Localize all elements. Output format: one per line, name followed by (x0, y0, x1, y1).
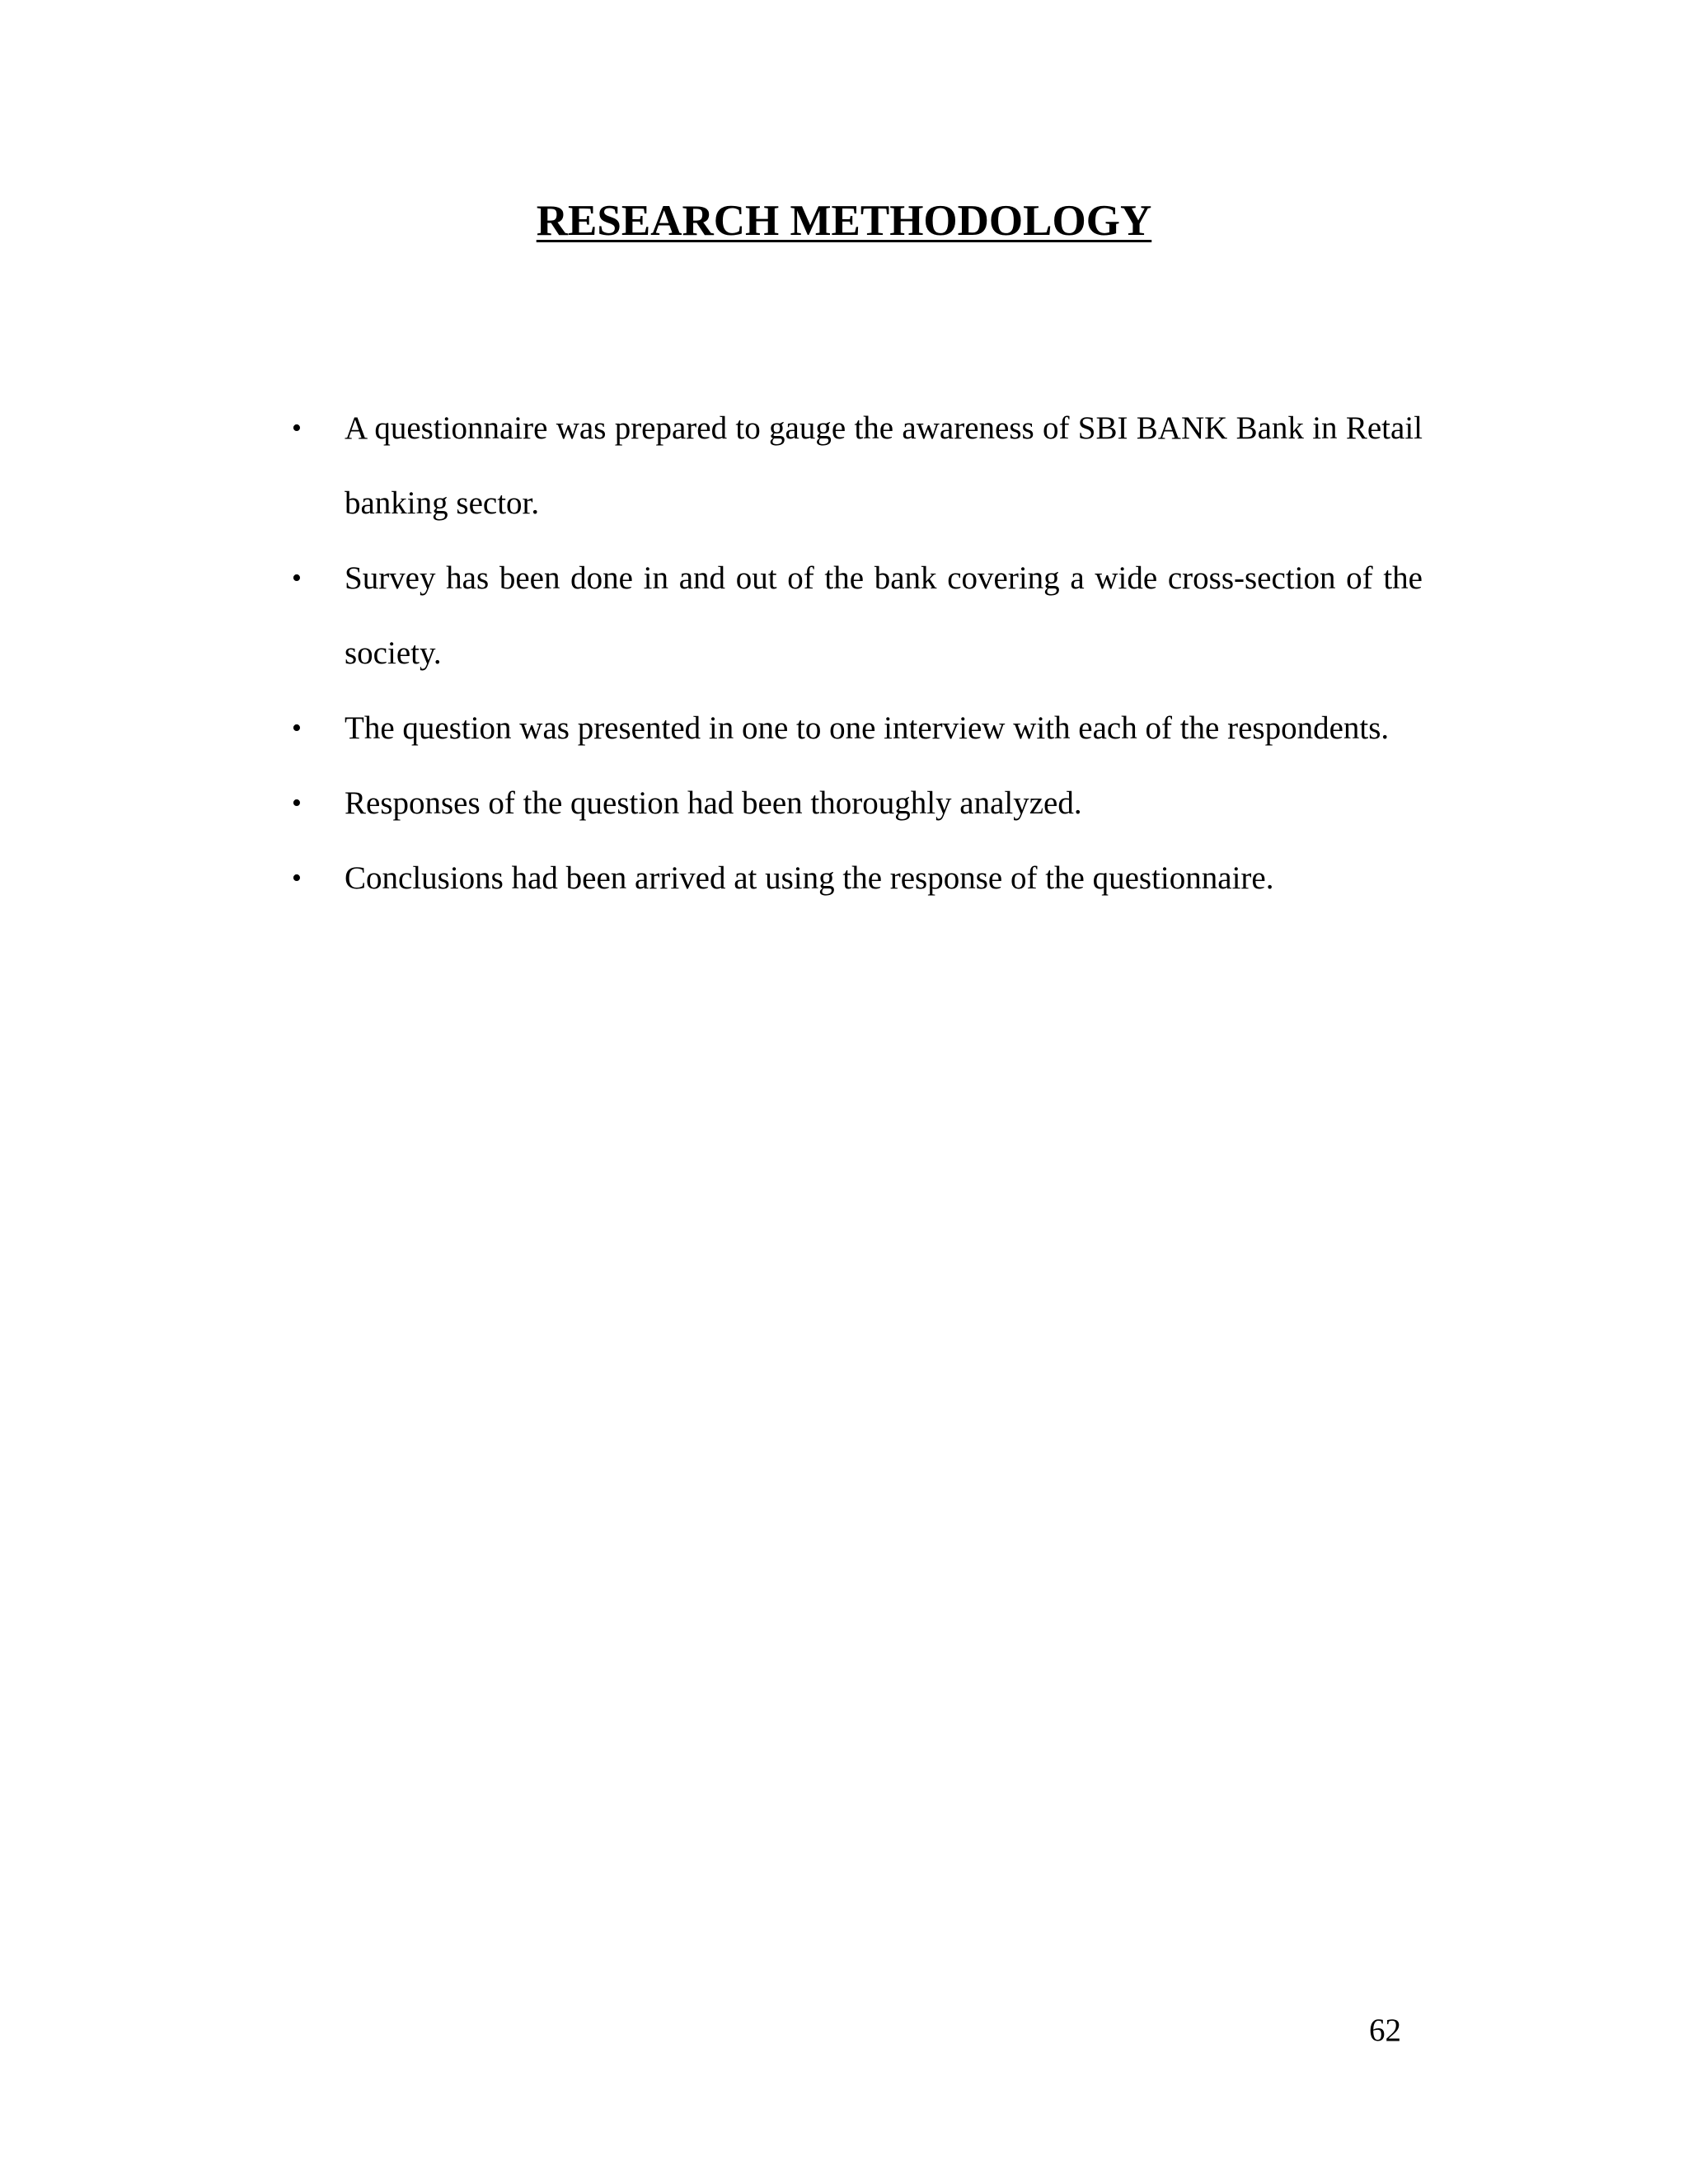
list-item (292, 841, 1423, 916)
bullet-icon: • (292, 563, 302, 593)
methodology-bullet-list (292, 391, 1423, 916)
list-item (292, 541, 1423, 691)
page-title: RESEARCH METHODOLOGY (536, 197, 1152, 245)
bullet-text: A questionnaire was prepared to gauge the awareness of SBI BANK Bank in Retail banking sector. (345, 410, 1423, 521)
bullet-icon: • (292, 863, 302, 893)
bullet-text: Survey has been done in and out of the bank covering a wide cross-section of the society. (345, 560, 1423, 671)
list-item (292, 691, 1423, 766)
bullet-text: Responses of the question had been thoroughly analyzed. (345, 785, 1082, 821)
page-number: 62 (1369, 2013, 1401, 2048)
bullet-text: The question was presented in one to one interview with each of the respondents. (345, 710, 1390, 746)
bullet-icon: • (292, 713, 302, 743)
bullet-icon: • (292, 788, 302, 818)
bullet-text: Conclusions had been arrived at using the response of the questionnaire. (345, 860, 1274, 896)
bullet-icon: • (292, 413, 302, 443)
list-item (292, 766, 1423, 841)
list-item (292, 391, 1423, 541)
